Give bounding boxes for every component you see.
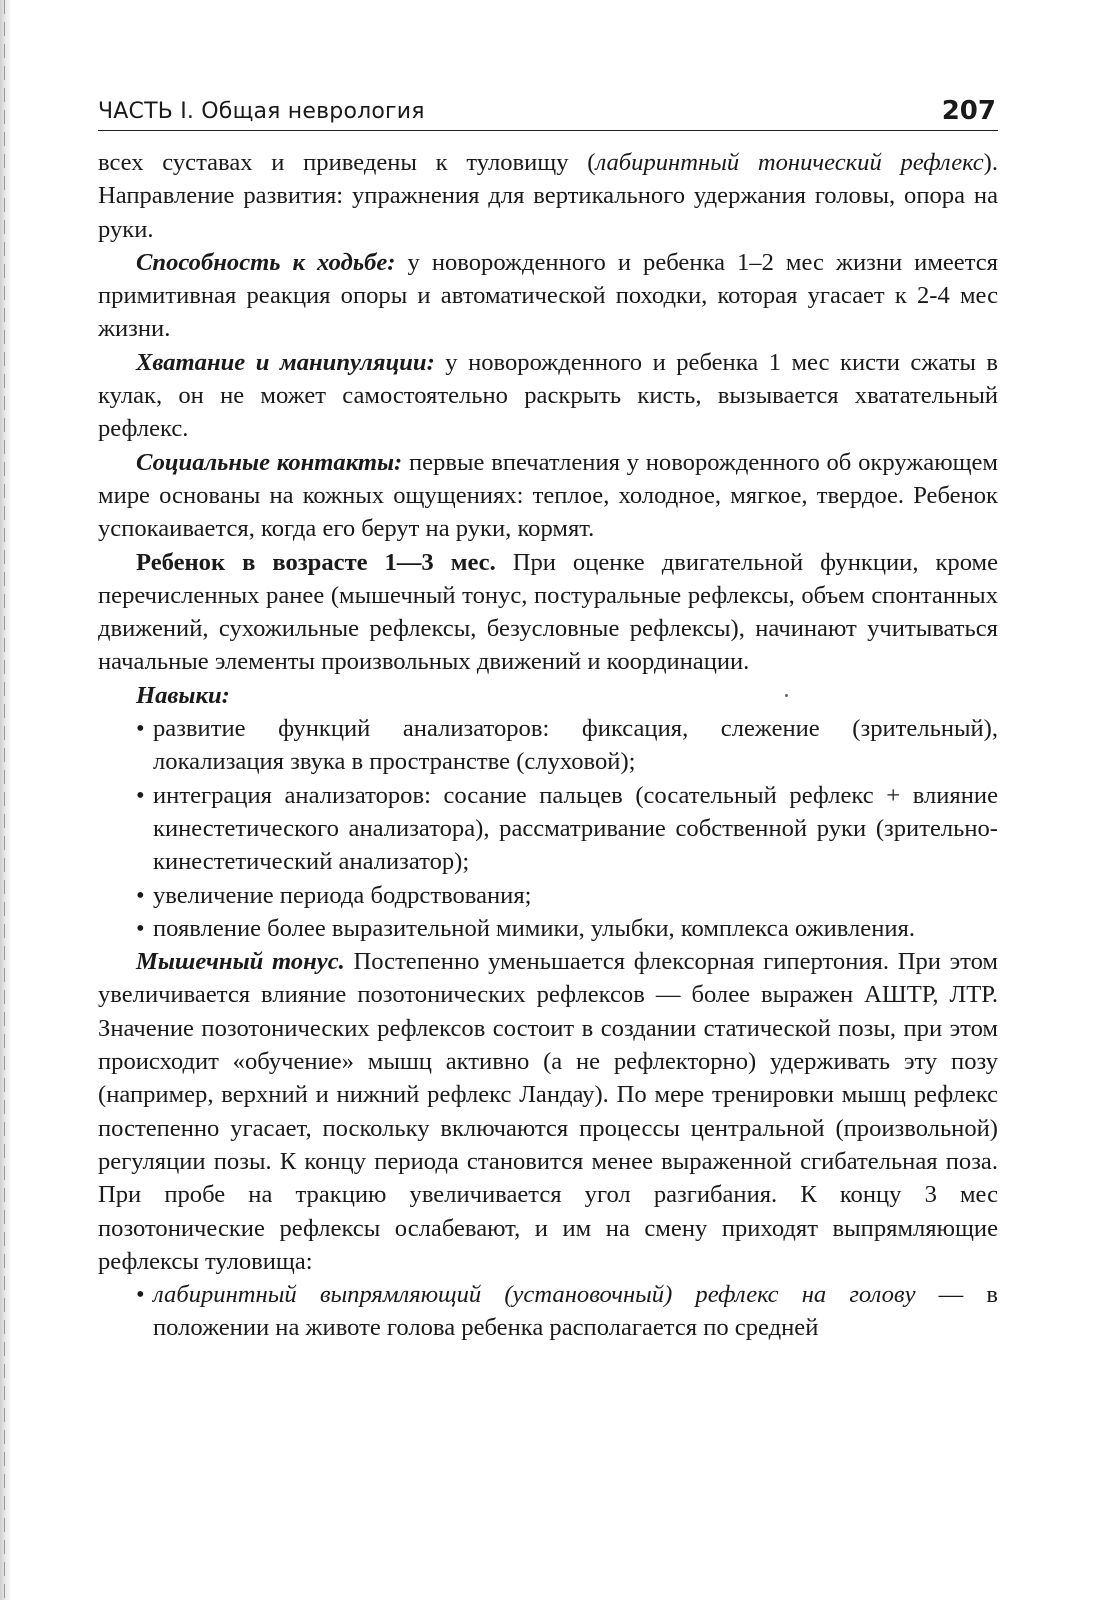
list-item: • интеграция анализаторов: сосание пальцев (сосательный рефлекс + влияние кинестетического анализатора), рассматривание собственной руки (зрительно-кинестетический анализатор); <box>98 779 998 879</box>
list-item <box>98 1278 998 1345</box>
text-run: всех суставах и приведены к туловищу ( <box>98 149 596 176</box>
paragraph-social <box>98 446 998 546</box>
text-run: Постепенно уменьшается флексорная гипертония. При этом увеличивается влияние позотонических рефлексов — более выражен АШТР, ЛТР. Значение позотонических рефлексов состоит в создании статической позы, при этом происходит «обучение» мышц активно (а не рефлекторно) удерживать эту позу (например, верхний и нижний рефлекс Ландау). По мере тренировки мышц рефлекс постепенно угасает, поскольку включаются процессы центральной (произвольной) регуляции позы. К концу периода становится менее выраженной сгибательная поза. При пробе на тракцию увеличивается угол разгибания. К концу 3 мес позотонические рефлексы ослабевают, и им на смену приходят выпрямляющие рефлексы туловища: <box>98 948 998 1275</box>
text-run: ). Направление развития: упражнения для вертикального удержания головы, опора на руки. <box>98 149 998 243</box>
page-binding-edge <box>0 0 12 1600</box>
page-body <box>98 146 998 1345</box>
list-item: • развитие функций анализаторов: фиксация, слежение (зрительный), локализация звука в пространстве (слуховой); <box>98 712 998 779</box>
section-heading: Ребенок в возрасте 1—3 мес. <box>136 548 496 576</box>
run-in-heading: Способность к ходьбе: <box>136 248 396 276</box>
list-item: • появление более выразительной мимики, улыбки, комплекса оживления. <box>98 912 998 945</box>
reflex-term: лабиринтный тонический рефлекс <box>595 149 984 176</box>
running-header <box>98 86 998 131</box>
run-in-heading: Мышечный тонус. <box>136 948 345 976</box>
page-number: 207 <box>941 96 996 126</box>
text-run: — в положении на животе голова ребенка располагается по средней <box>153 1281 998 1342</box>
paragraph-age-1-3 <box>98 546 998 679</box>
paragraph-muscle-tone <box>98 945 998 1278</box>
reflex-list <box>98 1278 998 1345</box>
list-item: • увеличение периода бодрствования; <box>98 879 998 912</box>
run-in-heading: Хватание и манипуляции: <box>136 348 435 376</box>
scan-speck <box>785 694 788 697</box>
run-in-heading: Социальные контакты: <box>136 448 403 476</box>
text-run: у новорожденного и ребенка 1 мес кисти сжаты в кулак, он не может самостоятельно раскрыть кисть, вызывается хватательный рефлекс. <box>98 348 998 443</box>
skills-list <box>98 712 998 945</box>
text-run: При оценке двигательной функции, кроме перечисленных ранее (мышечный тонус, постуральные рефлексы, объем спонтанных движений, сухожильные рефлексы, безусловные рефлексы), начинают учитываться начальные элементы произвольных движений и координации. <box>98 548 998 676</box>
reflex-term: лабиринтный выпрямляющий (установочный) рефлекс на голову <box>153 1281 916 1309</box>
text-run: первые впечатления у новорожденного об окружающем мире основаны на кожных ощущениях: теплое, холодное, мягкое, твердое. Ребенок успокаивается, когда его берут на руки, кормят. <box>98 448 998 543</box>
skills-heading: Навыки: <box>136 681 230 709</box>
paragraph-grasping <box>98 346 998 446</box>
paragraph-walking <box>98 246 998 346</box>
paragraph-continuation <box>98 146 998 246</box>
text-run: у новорожденного и ребенка 1–2 мес жизни имеется примитивная реакция опоры и автоматической походки, которая угасает к 2-4 мес жизни. <box>98 248 998 343</box>
chapter-title: ЧАСТЬ I. Общая неврология <box>98 99 425 124</box>
